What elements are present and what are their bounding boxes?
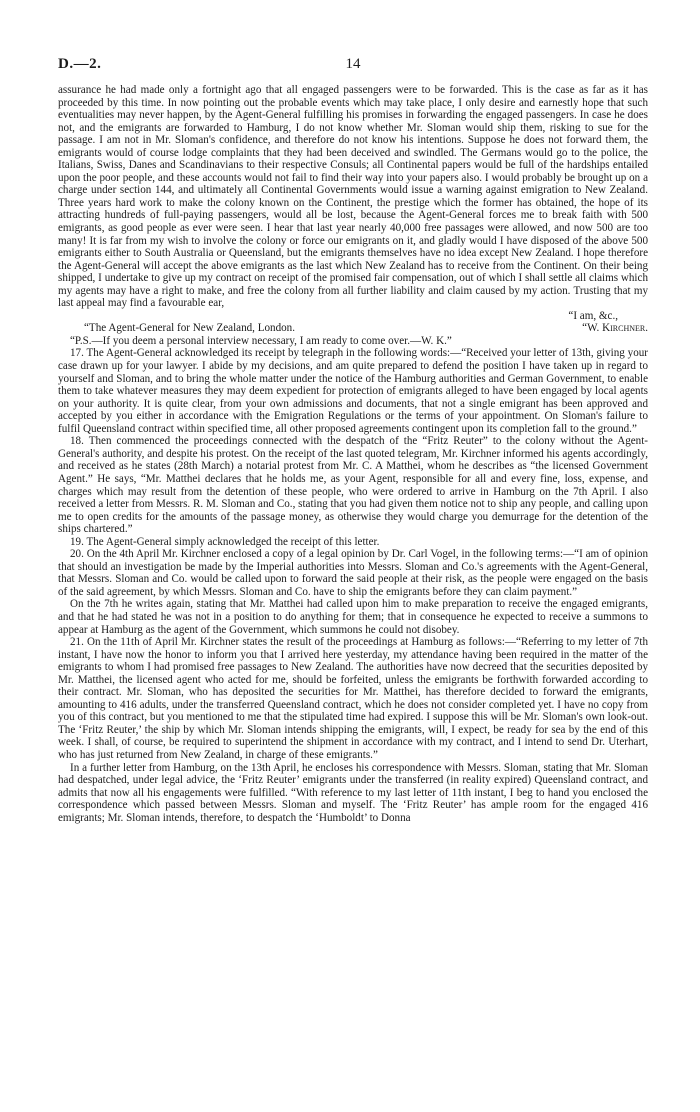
postscript: “P.S.—If you deem a personal interview necessary, I am ready to come over.—W. K.” xyxy=(70,334,452,347)
addressee: “The Agent-General for New Zealand, London. xyxy=(84,322,296,335)
signature-line xyxy=(58,322,648,335)
signer: “W. Kirchner. xyxy=(582,322,648,335)
paragraph-18: 18. Then commenced the proceedings connected with the despatch of the “Fritz Reuter” to the colony without the Agent-General's authority, and despite his protest. On the receipt of the last quoted telegram, Mr. Kirchner informed his agents accordingly, and received as he states (28th March) a notarial protest from Mr. C. A Matthei, whom he describes as “the licensed Government Agent.” He says, “Mr. Matthei declares that he holds me, as your Agent, responsible for all and every fine, loss, expense, and charges which may result from the detention of these people, who were ordered to arrive in Hamburg on the 7th April. I also received a letter from Messrs. R. M. Sloman and Co., stating that you had given them notice not to ship any people, and calling upon me to open credits for the amounts of the passage money, as otherwise they would charge you demurrage for the detention of the ships chartered.” xyxy=(58,435,648,536)
signature-closing-line xyxy=(58,310,648,323)
paragraph-21: 21. On the 11th of April Mr. Kirchner states the result of the proceedings at Hamburg as follows:—“Referring to my letter of 7th instant, I have now the honor to inform you that I arrived here yesterday, my attendance having been required in the matter of the emigrants to whom I had promised free passages to New Zealand. The authorities have now decreed that the securities deposited by Mr. Matthei, the licensed agent who acted for me, should be forfeited, unless the emigrants be forthwith forwarded according to their contract. Mr. Sloman, who has deposited the securities for Mr. Matthei, has therefore decided to forward the emigrants, amounting to 416 adults, under the transferred Queensland contract, which he does not consider completed yet. I have no copy from you of this contract, but you mentioned to me that the stipulated time had expired. I suppose this will be Mr. Sloman's own look-out. The ‘Fritz Reuter,’ the ship by which Mr. Sloman intends shipping the emigrants, will, I expect, be ready for sea by the end of this week. I shall, of course, be required to superintend the shipment in accordance with my contract, and I intend to send Dr. Uterhart, who has just returned from New Zealand, in charge of these emigrants.” xyxy=(58,636,648,761)
document-reference: D.—2. xyxy=(58,56,102,72)
paragraph-21-continued: In a further letter from Hamburg, on the 13th April, he encloses his correspondence with Messrs. Sloman, stating that Mr. Sloman had despatched, under legal advice, the ‘Fritz Reuter’ emigrants under the transferred (in reality expired) Queensland contract, and admits that now all his engagements were fulfilled. “With reference to my last letter of 11th instant, I beg to hand you enclosed the correspondence which passed between Messrs. Sloman and myself. The ‘Fritz Reuter’ has ample room for the engaged 416 emigrants; Mr. Sloman intends, therefore, to despatch the ‘Humboldt’ to Donna xyxy=(58,761,648,824)
document-body xyxy=(58,84,648,824)
paragraph-17: 17. The Agent-General acknowledged its receipt by telegraph in the following words:—“Received your letter of 13th, giving your case drawn up for your lawyer. I abide by my decisions, and am quite prepared to defend the position I have taken up in regard to yourself and Sloman, and to bring the whole matter under the notice of the Hamburg authorities and German Government, to enable them to take whatever measures they may deem expedient for protection of emigrants alleged to have been engaged by local agents on your authority. It is quite clear, from your own admissions and documents, that not a single emigrant has been approved and accepted by you either in accordance with the Emigration Regulations or the terms of your appointment. On Sloman's failure to fulfil Queensland contract within specified time, all other proposed agreements contingent upon its completion fall to the ground.” xyxy=(58,347,648,435)
page-header xyxy=(58,56,648,76)
paragraph-20-continued: On the 7th he writes again, stating that Mr. Matthei had called upon him to make preparation to receive the engaged emigrants, and that he had stated he was not in a position to do anything for them; that in consequence he expected to receive a summons to appear at Hamburg as the agent of the Government, which summons he could not disobey. xyxy=(58,598,648,636)
paragraph-20: 20. On the 4th April Mr. Kirchner enclosed a copy of a legal opinion by Dr. Carl Vogel, in the following terms:—“I am of opinion that should an investigation be made by the Imperial authorities into Messrs. Sloman and Co.'s agreements with the Agent-General, that Messrs. Sloman and Co. would be called upon to forward the said people at their risk, as the people were engaged on the basis of the said agreement, by which Messrs. Sloman and Co. have to ship the emigrants before they can claim payment.” xyxy=(58,548,648,598)
page-number: 14 xyxy=(345,56,361,72)
paragraph-continued: assurance he had made only a fortnight ago that all engaged passengers were to be forwarded. This is the case as far as it has proceeded by this time. In now pointing out the probable events which may take place, I only desire and earnestly hope that such eventualities may never happen, by the Agent-General fulfilling his promises in forwarding the engaged passengers. In case he does not, and the emigrants are forwarded to Hamburg, I do not know whether Mr. Sloman would ship them, risking to sue for the passage. I am not in Mr. Sloman's confidence, and therefore do not know his intentions. Suppose he does not forward them, the emigrants would of course lodge complaints that they had been deceived and swindled. The Germans would go to the police, the Italians, Swiss, Danes and Scandinavians to their respective Consuls; all Continental papers would be full of the hardships entailed upon the poor people, and these accounts would not fail to find their way into your papers also. I would probably be brought up on a charge under section 144, and ultimately all Continental Governments would issue a warning against emigration to New Zealand. Three years hard work to make the colony known on the Continent, the prestige which the former has obtained, the hope of its attracting hundreds of full-paying passengers, would all be lost, because the Agent-General forces me to break faith with 500 emigrants, as good people as ever were seen. I hear that last year nearly 40,000 free passages were allowed, and now 500 are too many! It is far from my wish to involve the colony or force our emigrants on it, and gladly would I have disposed of the above 500 emigrants either to South Australia or Queensland, but the emigrants themselves have no idea except New Zealand. I hope therefore the Agent-General will accept the above emigrants as the last which New Zealand has to receive from the Continent. On their being shipped, I undertake to give up my contract on receipt of the promised fair compensation, out of which I shall settle all claims which my agents may have a right to make, and free the colony from all further liability and claim caused by my action. Trusting that my last appeal may find a favourable ear, xyxy=(58,84,648,310)
closing: “I am, &c., xyxy=(568,309,618,322)
paragraph-19: 19. The Agent-General simply acknowledged the receipt of this letter. xyxy=(70,535,380,548)
